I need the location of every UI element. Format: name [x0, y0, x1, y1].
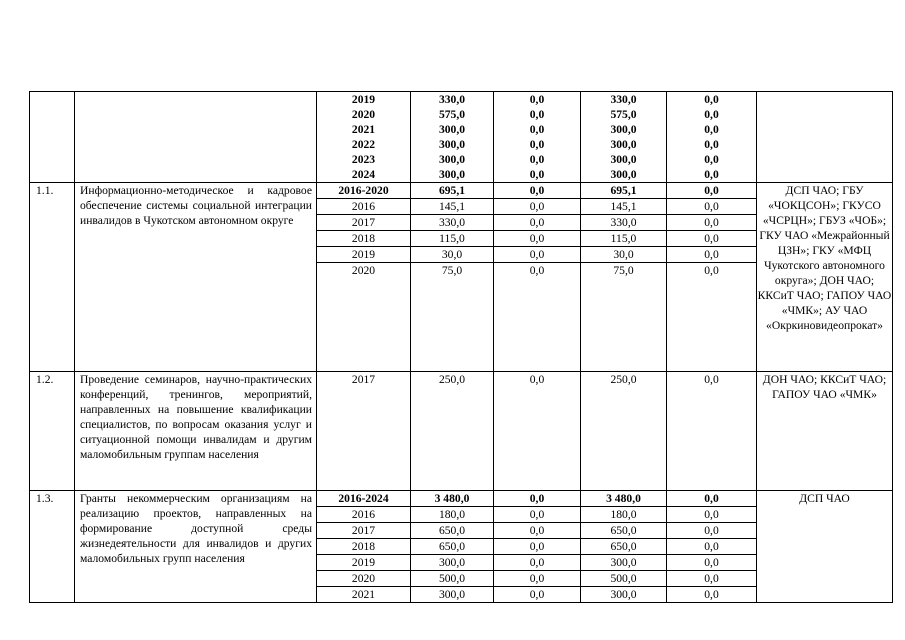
- executors: ДСП ЧАО; ГБУ «ЧОКЦСОН»; ГКУСО «ЧСРЦН»; ГБУЗ «ЧОБ»; ГКУ ЧАО «Межрайонный ЦЗН»; ГКУ «МФЦ Чукотского автономного округа»; ДОН ЧАО; ККСиТ ЧАО; ГАПОУ ЧАО «ЧМК»; АУ ЧАО «Окркиновидеопрокат»: [757, 183, 893, 372]
- federal-value: 0,0: [494, 230, 580, 246]
- other-value: 0,0: [667, 230, 756, 246]
- year-column: [317, 491, 411, 603]
- total-value: 695,1: [438, 184, 466, 197]
- regional-value: 180,0: [581, 506, 666, 522]
- year-value: 2023: [351, 153, 376, 166]
- year-value: 2016: [317, 198, 410, 214]
- other-value: 0,0: [704, 123, 719, 136]
- regional-value: 300,0: [610, 138, 637, 151]
- regional-value: 115,0: [581, 230, 666, 246]
- total-value: 145,1: [411, 198, 493, 214]
- other-value: 0,0: [667, 246, 756, 262]
- total-value: 300,0: [438, 168, 466, 181]
- federal-value: 0,0: [529, 123, 545, 136]
- total-value: 300,0: [438, 138, 466, 151]
- total-value: 180,0: [411, 506, 493, 522]
- regional-column: [581, 491, 667, 603]
- other-value: 0,0: [704, 138, 719, 151]
- year-column: [317, 183, 411, 372]
- other-value: 0,0: [667, 198, 756, 214]
- year-value: 2018: [317, 230, 410, 246]
- continuation-row: [30, 92, 893, 183]
- total-value: 330,0: [411, 214, 493, 230]
- item-name-cell: [75, 92, 317, 183]
- federal-value: 0,0: [529, 168, 545, 181]
- year-value: 2017: [317, 214, 410, 230]
- federal-value: 0,0: [494, 522, 580, 538]
- year-value: 2016-2024: [338, 492, 389, 505]
- other-value: 0,0: [704, 184, 719, 197]
- total-value: 3 480,0: [434, 492, 470, 505]
- year-value: 2022: [351, 138, 376, 151]
- regional-value: 300,0: [581, 554, 666, 570]
- federal-value: 0,0: [494, 262, 580, 278]
- total-value: 650,0: [411, 538, 493, 554]
- year-value: 2019: [317, 554, 410, 570]
- total-value: 650,0: [411, 522, 493, 538]
- regional-value: 300,0: [581, 586, 666, 602]
- other-value: 0,0: [704, 108, 719, 121]
- regional-value: 300,0: [610, 123, 637, 136]
- program-activities-table: [29, 91, 893, 603]
- other-value: 0,0: [704, 93, 719, 106]
- year-column: [317, 92, 411, 183]
- year-value: 2018: [317, 538, 410, 554]
- other-value: 0,0: [667, 522, 756, 538]
- federal-column: [494, 183, 581, 372]
- total-value: 575,0: [438, 108, 466, 121]
- federal-value: 0,0: [494, 586, 580, 602]
- total-value: 330,0: [438, 93, 466, 106]
- regional-value: 650,0: [581, 538, 666, 554]
- total-column: [411, 372, 494, 491]
- total-value: 300,0: [411, 554, 493, 570]
- total-value: 30,0: [411, 246, 493, 262]
- regional-value: 30,0: [581, 246, 666, 262]
- other-value: 0,0: [667, 586, 756, 602]
- total-column: [411, 92, 494, 183]
- regional-value: 300,0: [610, 168, 637, 181]
- federal-value: 0,0: [529, 138, 545, 151]
- year-value: 2017: [351, 373, 376, 386]
- year-value: 2019: [317, 246, 410, 262]
- year-value: 2024: [351, 168, 376, 181]
- federal-value: 0,0: [494, 198, 580, 214]
- other-value: 0,0: [667, 554, 756, 570]
- item-number: 1.1.: [30, 183, 75, 372]
- other-column: [667, 92, 757, 183]
- regional-value: 3 480,0: [606, 492, 641, 505]
- regional-value: 145,1: [581, 198, 666, 214]
- federal-column: [494, 92, 581, 183]
- federal-column: [494, 372, 581, 491]
- regional-value: 500,0: [581, 570, 666, 586]
- federal-value: 0,0: [494, 246, 580, 262]
- year-value: 2020: [351, 108, 376, 121]
- regional-value: 575,0: [610, 108, 637, 121]
- federal-column: [494, 491, 581, 603]
- year-value: 2020: [317, 262, 410, 278]
- total-value: 115,0: [411, 230, 493, 246]
- other-value: 0,0: [667, 570, 756, 586]
- federal-value: 0,0: [529, 108, 545, 121]
- total-value: 300,0: [411, 586, 493, 602]
- total-column: [411, 183, 494, 372]
- other-column: [667, 183, 757, 372]
- other-value: 0,0: [667, 506, 756, 522]
- other-value: 0,0: [667, 262, 756, 278]
- year-value: 2019: [351, 93, 376, 106]
- other-column: [667, 372, 757, 491]
- total-value: 300,0: [438, 123, 466, 136]
- year-value: 2021: [317, 586, 410, 602]
- total-value: 500,0: [411, 570, 493, 586]
- year-value: 2021: [351, 123, 376, 136]
- item-name: Проведение семинаров, научно-практических конференций, тренингов, мероприятий, направленных на повышение квалификации специалистов, по вопросам оказания услуг и ситуационной помощи инвалидам и другим маломобильным группам населения: [75, 372, 317, 491]
- regional-value: 250,0: [610, 373, 637, 386]
- total-value: 250,0: [438, 373, 466, 386]
- other-value: 0,0: [704, 168, 719, 181]
- other-column: [667, 491, 757, 603]
- total-value: 75,0: [411, 262, 493, 278]
- regional-column: [581, 183, 667, 372]
- year-column: [317, 372, 411, 491]
- item-name: Информационно-методическое и кадровое обеспечение системы социальной интеграции инвалидов в Чукотском автономном округе: [75, 183, 317, 372]
- other-value: 0,0: [704, 153, 719, 166]
- year-value: 2016-2020: [338, 184, 389, 197]
- regional-value: 300,0: [610, 153, 637, 166]
- regional-value: 75,0: [581, 262, 666, 278]
- other-value: 0,0: [667, 538, 756, 554]
- federal-value: 0,0: [529, 184, 545, 197]
- federal-value: 0,0: [529, 153, 545, 166]
- other-value: 0,0: [704, 373, 719, 386]
- regional-value: 650,0: [581, 522, 666, 538]
- item-number: 1.3.: [30, 491, 75, 603]
- regional-column: [581, 92, 667, 183]
- table-row: [30, 183, 893, 372]
- federal-value: 0,0: [494, 554, 580, 570]
- total-value: 300,0: [438, 153, 466, 166]
- federal-value: 0,0: [494, 214, 580, 230]
- other-value: 0,0: [667, 214, 756, 230]
- regional-value: 330,0: [581, 214, 666, 230]
- item-number-cell: [30, 92, 75, 183]
- executors: ДОН ЧАО; ККСиТ ЧАО; ГАПОУ ЧАО «ЧМК»: [757, 372, 893, 491]
- total-column: [411, 491, 494, 603]
- regional-column: [581, 372, 667, 491]
- federal-value: 0,0: [529, 373, 545, 386]
- item-number: 1.2.: [30, 372, 75, 491]
- item-name: Гранты некоммерческим организациям на реализацию проектов, направленных на формирование доступной среды жизнедеятельности для инвалидов и других маломобильных групп населения: [75, 491, 317, 603]
- federal-value: 0,0: [529, 93, 545, 106]
- federal-value: 0,0: [494, 538, 580, 554]
- table-row: [30, 372, 893, 491]
- year-value: 2016: [317, 506, 410, 522]
- federal-value: 0,0: [529, 492, 545, 505]
- regional-value: 330,0: [610, 93, 637, 106]
- regional-value: 695,1: [610, 184, 637, 197]
- table-row: [30, 491, 893, 603]
- federal-value: 0,0: [494, 506, 580, 522]
- year-value: 2020: [317, 570, 410, 586]
- other-value: 0,0: [704, 492, 719, 505]
- executors-cell: [757, 92, 893, 183]
- year-value: 2017: [317, 522, 410, 538]
- executors: ДСП ЧАО: [757, 491, 893, 603]
- federal-value: 0,0: [494, 570, 580, 586]
